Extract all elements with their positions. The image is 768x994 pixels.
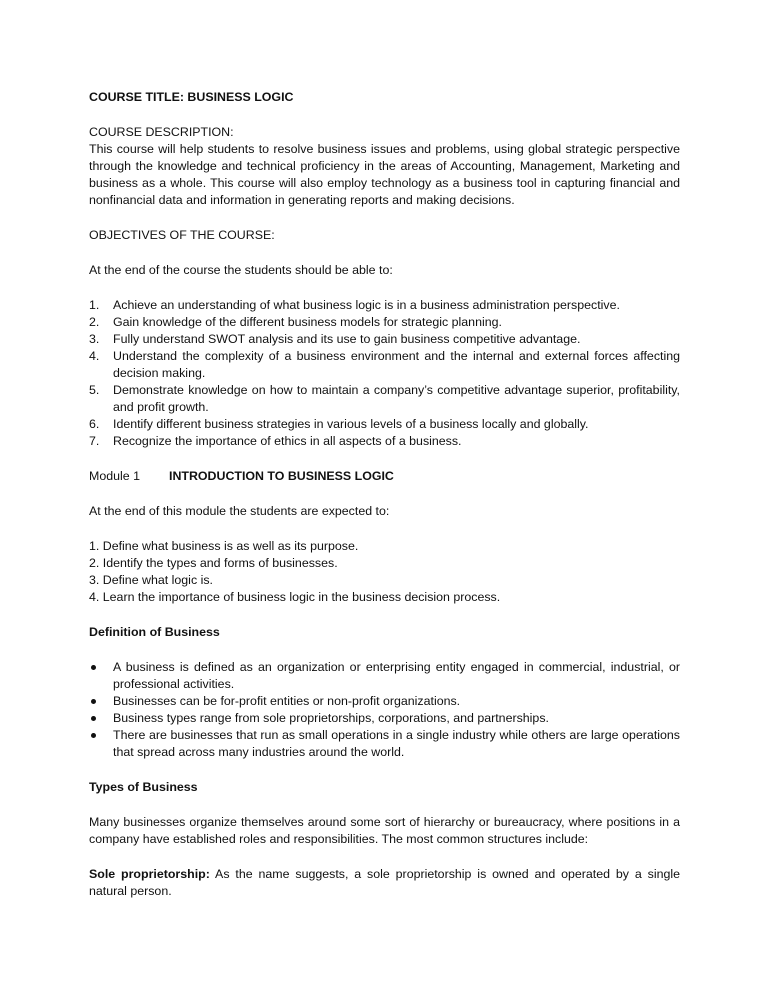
module-label: Module 1 [89,469,140,483]
module-heading [89,468,680,485]
course-description-heading: COURSE DESCRIPTION: [89,125,234,139]
objective-number: 7. [89,434,100,448]
bullet-text: A business is defined as an organization or enterprising entity engaged in commercial, industrial, or professional activities. [113,660,680,691]
objective-item [89,348,680,382]
objective-number: 4. [89,349,100,363]
objective-text: Fully understand SWOT analysis and its use to gain business competitive advantage. [113,332,581,346]
objective-number: 1. [89,298,100,312]
course-description: This course will help students to resolve business issues and problems, using global strategic perspective through the knowledge and technical proficiency in the areas of Accounting, Management, Marketing and business as a whole. This course will also employ technology as a business tool in capturing financial and nonfinancial data and information in generating reports and making decisions. [89,142,680,207]
objective-text: Recognize the importance of ethics in all aspects of a business. [113,434,462,448]
bullet-dot-icon [91,716,96,721]
outcome-item: 1. Define what business is as well as its purpose. [89,539,359,553]
objective-text: Understand the complexity of a business environment and the internal and external forces affecting decision making. [113,349,680,380]
definition-heading: Definition of Business [89,625,220,639]
bullet-text: There are businesses that run as small operations in a single industry while others are large operations that spread across many industries around the world. [113,728,680,759]
bullet-text: Businesses can be for-profit entities or non-profit organizations. [113,694,461,708]
bullet-item [89,693,680,710]
outcome-item: 2. Identify the types and forms of businesses. [89,556,338,570]
objectives-heading: OBJECTIVES OF THE COURSE: [89,228,275,242]
objective-text: Demonstrate knowledge on how to maintain a company’s competitive advantage superior, profitability, and profit growth. [113,383,680,414]
bullet-item [89,710,680,727]
objective-item [89,297,680,314]
objective-item [89,433,680,450]
bullet-dot-icon [91,733,96,738]
sole-proprietorship-paragraph [89,866,680,900]
objective-item [89,416,680,433]
sole-proprietorship-text: As the name suggests, a sole proprietorship is owned and operated by a single natural person. [89,867,680,898]
objective-text: Gain knowledge of the different business models for strategic planning. [113,315,502,329]
bullet-text: Business types range from sole proprietorships, corporations, and partnerships. [113,711,549,725]
objective-number: 2. [89,315,100,329]
objective-item [89,331,680,348]
types-intro: Many businesses organize themselves around some sort of hierarchy or bureaucracy, where positions in a company have established roles and responsibilities. The most common structures include: [89,815,680,846]
sole-proprietorship-label: Sole proprietorship: [89,867,210,881]
objective-number: 6. [89,417,100,431]
objective-text: Achieve an understanding of what business logic is in a business administration perspective. [113,298,620,312]
objectives-list [89,297,680,450]
module-outcomes-list [89,538,680,606]
bullet-item [89,727,680,761]
objective-item [89,314,680,331]
objectives-intro: At the end of the course the students should be able to: [89,263,393,277]
types-heading: Types of Business [89,780,198,794]
objective-text: Identify different business strategies in various levels of a business locally and globally. [113,417,589,431]
objective-number: 5. [89,383,100,397]
outcome-item: 4. Learn the importance of business logic in the business decision process. [89,590,501,604]
bullet-dot-icon [91,665,96,670]
objective-number: 3. [89,332,100,346]
definition-bullets [89,659,680,761]
bullet-item [89,659,680,693]
course-title: COURSE TITLE: BUSINESS LOGIC [89,90,294,104]
module-title: INTRODUCTION TO BUSINESS LOGIC [169,469,394,483]
bullet-dot-icon [91,699,96,704]
objective-item [89,382,680,416]
module-intro: At the end of this module the students are expected to: [89,504,390,518]
outcome-item: 3. Define what logic is. [89,573,213,587]
